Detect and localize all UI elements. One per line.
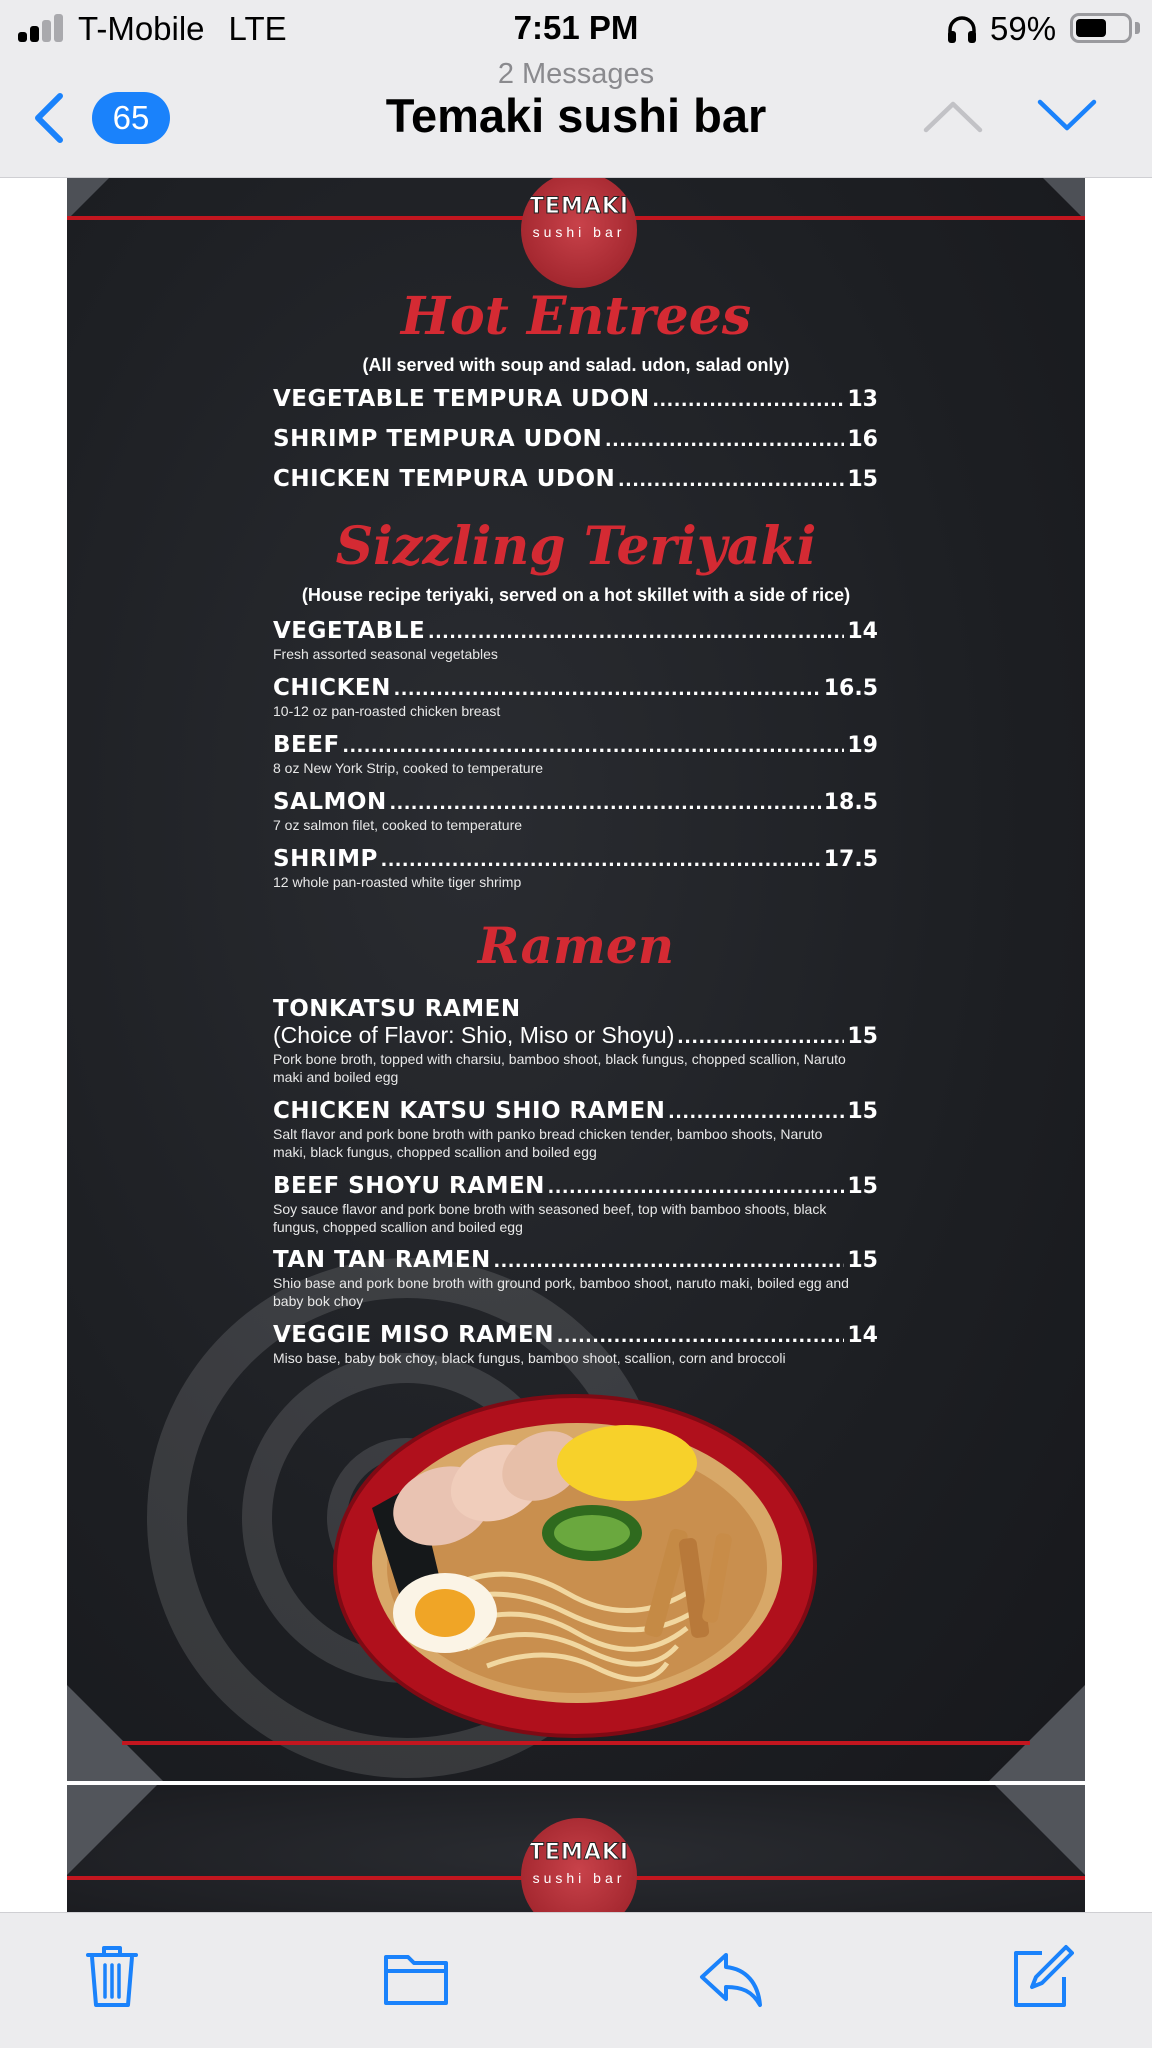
corner-accent [995, 1785, 1085, 1875]
message-nav-bar [0, 58, 1152, 178]
corner-accent [989, 1685, 1085, 1781]
item-name: TONKATSU RAMEN [273, 996, 521, 1022]
item-name: SHRIMP [273, 846, 378, 872]
battery-percentage: 59% [990, 10, 1057, 47]
ramen-bowl-photo [327, 1388, 817, 1738]
menu-item [273, 846, 878, 891]
item-price: 14 [847, 1323, 878, 1348]
battery-tip [1135, 22, 1140, 34]
status-time: 7:51 PM [513, 9, 639, 46]
menu-item [273, 386, 878, 412]
item-price: 15 [847, 467, 878, 492]
item-description: Pork bone broth, topped with charsiu, bamboo shoot, black fungus, chopped scallion, Naruto maki and boiled egg [273, 1051, 846, 1085]
item-name: TAN TAN RAMEN [273, 1247, 491, 1273]
logo-word: TEMAKI [528, 1840, 630, 1865]
item-description: Soy sauce flavor and pork bone broth with seasoned beef, top with bamboo shoots, black fungus, chopped scallion and boiled egg [273, 1201, 827, 1235]
item-description: Salt flavor and pork bone broth with panko bread chicken tender, bamboo shoots, Naruto maki, black fungus, chopped scallion and boiled egg [273, 1126, 823, 1160]
corner-accent [67, 178, 109, 220]
item-description: Miso base, baby bok choy, black fungus, bamboo shoot, scallion, corn and broccoli [273, 1350, 786, 1366]
menu-item [273, 426, 878, 452]
item-description: 8 oz New York Strip, cooked to temperature [273, 760, 544, 776]
logo-sub: sushi bar [532, 1870, 626, 1886]
menu-item [273, 789, 878, 834]
menu-item [273, 1173, 878, 1236]
network-type: LTE [228, 10, 287, 47]
status-bar [0, 0, 1152, 58]
dot-leader [381, 846, 821, 872]
menu-item [273, 466, 878, 492]
section-note-hot-entrees: (All served with soup and salad. udon, salad only) [362, 355, 790, 375]
headphones-icon [946, 14, 978, 44]
item-name: SHRIMP TEMPURA UDON [273, 426, 603, 452]
dot-leader [343, 732, 845, 758]
menu-image-page-2 [67, 1785, 1085, 1912]
item-name: SALMON [273, 789, 387, 815]
item-name: VEGGIE MISO RAMEN [273, 1322, 554, 1348]
section-title-ramen: Ramen [477, 916, 675, 975]
menu-item [273, 1247, 878, 1310]
battery-level-fill [1076, 19, 1106, 37]
battery-icon [1070, 13, 1132, 43]
folder-icon[interactable] [382, 1943, 452, 2011]
reply-icon[interactable] [696, 1943, 764, 2011]
dot-leader [668, 1098, 844, 1124]
dot-leader [618, 466, 844, 492]
menu-image [67, 178, 1085, 1781]
email-body[interactable] [0, 178, 1152, 1912]
mail-toolbar [0, 1912, 1152, 2048]
next-message-icon[interactable] [1036, 96, 1098, 136]
carrier-name: T-Mobile [78, 10, 205, 47]
section-title-sizzling-teriyaki: Sizzling Teriyaki [335, 516, 817, 577]
corner-accent [1043, 178, 1085, 220]
item-price: 18.5 [823, 790, 878, 815]
item-price: 14 [847, 619, 878, 644]
item-name: BEEF SHOYU RAMEN [273, 1173, 545, 1199]
section-title-hot-entrees: Hot Entrees [400, 286, 752, 347]
item-price: 13 [847, 387, 878, 412]
menu-item [273, 618, 878, 663]
message-count: 2 Messages [497, 58, 655, 90]
temaki-logo [521, 1818, 637, 1912]
dot-leader [557, 1322, 844, 1348]
item-name: CHICKEN TEMPURA UDON [273, 466, 616, 492]
previous-message-icon[interactable] [922, 96, 984, 136]
compose-icon[interactable] [1008, 1943, 1074, 2011]
item-price: 16.5 [823, 676, 878, 701]
dot-leader [677, 1023, 844, 1049]
item-price: 15 [847, 1099, 878, 1124]
item-description: Fresh assorted seasonal vegetables [273, 646, 498, 662]
dot-leader [605, 426, 844, 452]
logo-word: TEMAKI [528, 194, 630, 219]
item-description: Shio base and pork bone broth with ground pork, bamboo shoot, naruto maki, boiled egg and baby bok choy [273, 1275, 849, 1309]
item-name: VEGETABLE [273, 618, 426, 644]
menu-item [273, 1098, 878, 1161]
item-description: 12 whole pan-roasted white tiger shrimp [273, 874, 522, 890]
dot-leader [494, 1247, 845, 1273]
item-price: 15 [847, 1174, 878, 1199]
dot-leader [428, 618, 844, 644]
trash-icon[interactable] [80, 1943, 144, 2011]
logo-sub: sushi bar [532, 224, 626, 240]
item-description: 10-12 oz pan-roasted chicken breast [273, 703, 501, 719]
item-flavor-choice: (Choice of Flavor: Shio, Miso or Shoyu) [273, 1022, 675, 1048]
item-price: 16 [847, 427, 878, 452]
item-name: BEEF [273, 732, 340, 758]
bottom-red-rule [122, 1741, 1030, 1745]
item-price: 15 [847, 1248, 878, 1273]
menu-item [273, 996, 878, 1086]
thread-title: Temaki sushi bar [385, 89, 767, 142]
section-note-sizzling-teriyaki: (House recipe teriyaki, served on a hot skillet with a side of rice) [301, 585, 851, 605]
item-name: CHICKEN [273, 675, 391, 701]
temaki-logo [521, 178, 637, 288]
item-description: 7 oz salmon filet, cooked to temperature [273, 817, 523, 833]
dot-leader [548, 1173, 844, 1199]
dot-leader [390, 789, 821, 815]
menu-item [273, 1322, 878, 1367]
item-price: 17.5 [823, 847, 878, 872]
item-name: VEGETABLE TEMPURA UDON [273, 386, 650, 412]
item-price: 15 [847, 1024, 878, 1049]
unread-count-badge[interactable]: 65 [92, 92, 170, 144]
corner-accent [67, 1785, 157, 1875]
menu-item [273, 675, 878, 720]
dot-leader [653, 386, 845, 412]
menu-item [273, 732, 878, 777]
item-price: 19 [847, 733, 878, 758]
item-name: CHICKEN KATSU SHIO RAMEN [273, 1098, 666, 1124]
dot-leader [394, 675, 821, 701]
